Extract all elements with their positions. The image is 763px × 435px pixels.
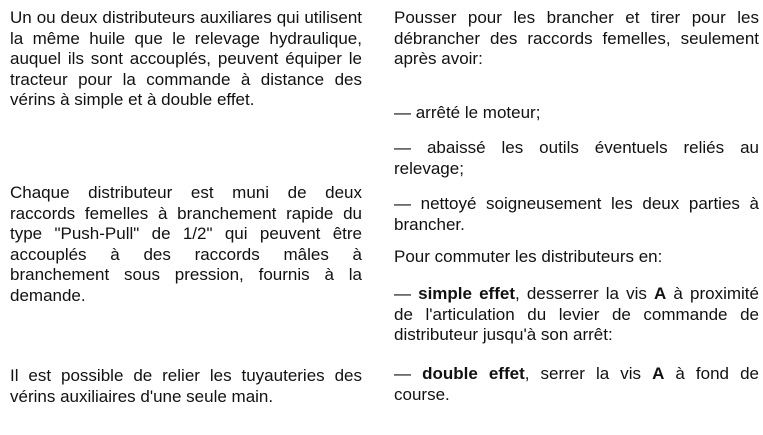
dash: —	[394, 364, 423, 383]
list-item-stop-engine: — arrêté le moteur;	[394, 103, 541, 122]
list-item-lower-tools: — abaissé les outils éventuels reliés au relevage;	[394, 138, 759, 178]
list-item-clean-parts: — nettoyé soigneusement les deux parties à brancher.	[394, 194, 759, 234]
dash: —	[394, 284, 419, 303]
instruction-text: à proximité de l'articulation du levier de commande de distributeur jusqu'à son arrêt:	[394, 284, 759, 344]
instruction-text: à fond de course.	[394, 364, 759, 404]
list-item-single-effect	[394, 284, 759, 346]
instruction-text: , desserrer la vis	[515, 284, 655, 303]
paragraph-auxiliary-distributors: Un ou deux distributeurs auxiliares qui utilisent la même huile que le relevage hydraulique, auquel ils sont accouplés, peuvent équiper le tracteur pour la commande à distance des vérins à simple et à double effet.	[10, 8, 362, 109]
term-single-effect: simple effet	[418, 284, 515, 303]
screw-label-a: A	[652, 364, 665, 383]
paragraph-push-pull-instructions: Pousser pour les brancher et tirer pour les débrancher des raccords femelles, seulement après avoir:	[394, 8, 759, 68]
instruction-text: , serrer la vis	[524, 364, 653, 383]
paragraph-one-hand-connection: Il est possible de relier les tuyauteries des vérins auxiliaires d'une seule main.	[10, 366, 362, 406]
list-item-double-effect	[394, 364, 759, 405]
paragraph-female-couplings: Chaque distributeur est muni de deux raccords femelles à branchement rapide du type "Push-Pull" de 1/2" qui peuvent être accouplés à des raccords mâles à branchement sous pression, fournis à la demande.	[10, 183, 362, 305]
screw-label-a: A	[654, 284, 667, 303]
paragraph-switch-distributors: Pour commuter les distributeurs en:	[394, 247, 663, 266]
term-double-effect: double effet	[422, 364, 525, 383]
